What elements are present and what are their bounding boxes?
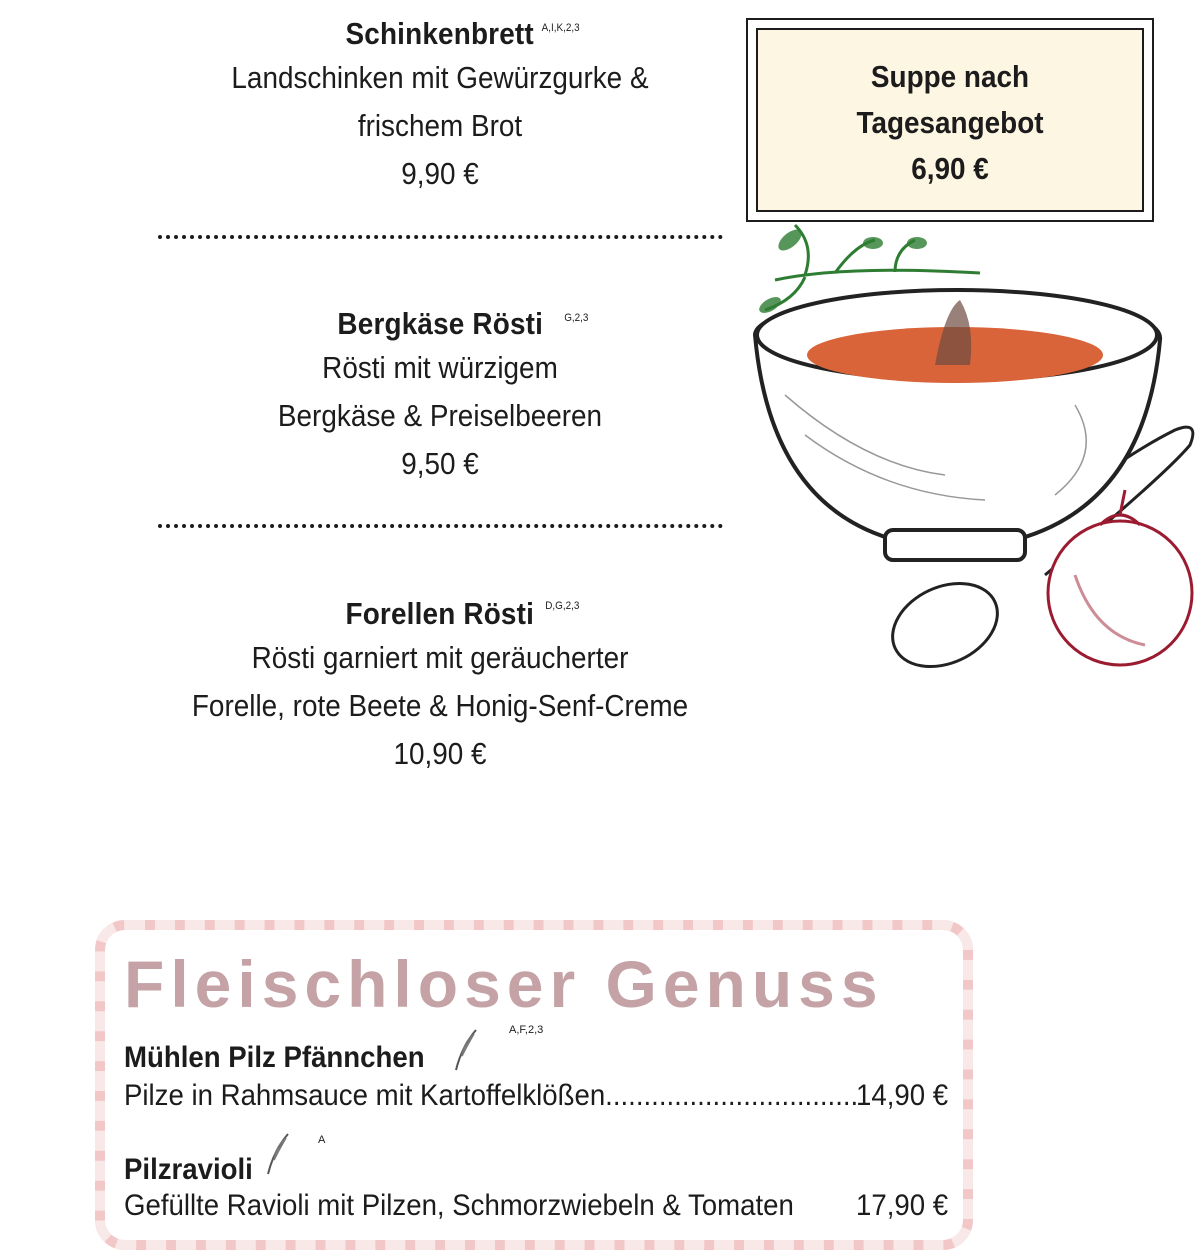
dish-name: Pilzravioli	[124, 1153, 253, 1186]
soup-price: 6,90 €	[911, 151, 989, 186]
menu-item-description-line: Forelle, rote Beete & Honig-Senf-Creme	[191, 688, 689, 723]
soup-of-the-day-box	[746, 18, 1154, 222]
menu-item-price: 9,90 €	[401, 156, 479, 191]
soup-bowl-illustration	[745, 215, 1200, 685]
dish-description: Pilze in Rahmsauce mit Kartoffelklößen.................................	[124, 1079, 859, 1112]
section-title: Fleischloser Genuss	[124, 947, 884, 1021]
menu-item-bergkaese-roesti	[150, 304, 730, 488]
menu-item-name: Schinkenbrett	[345, 16, 535, 51]
dish-pilzravioli	[124, 1134, 954, 1222]
menu-item-description-line: Rösti garniert mit geräucherter	[251, 640, 629, 675]
allergen-codes: A,I,K,2,3	[542, 22, 580, 34]
dish-price: 17,90 €	[856, 1189, 949, 1222]
menu-item-title	[337, 304, 589, 344]
dish-price: 14,90 €	[856, 1079, 949, 1112]
menu-item-schinkenbrett	[150, 14, 730, 198]
soup-box-inner	[756, 28, 1144, 212]
menu-item-price: 10,90 €	[393, 736, 487, 771]
menu-item-description-line: Landschinken mit Gewürzgurke &	[231, 60, 649, 95]
herb-leaf-icon	[264, 1130, 292, 1176]
dish-name: Mühlen Pilz Pfännchen	[124, 1041, 425, 1074]
menu-item-description-line: Bergkäse & Preiselbeeren	[277, 398, 603, 433]
dotted-divider	[158, 235, 723, 239]
dish-description: Gefüllte Ravioli mit Pilzen, Schmorzwiebeln & Tomaten	[124, 1189, 794, 1222]
menu-item-price: 9,50 €	[401, 446, 479, 481]
dotted-divider	[158, 524, 723, 528]
menu-item-title	[345, 594, 580, 634]
menu-item-forellen-roesti	[150, 594, 730, 778]
menu-item-description-line: frischem Brot	[357, 108, 523, 143]
soup-label-line: Suppe nach	[870, 59, 1030, 94]
soup-label-line: Tagesangebot	[856, 105, 1044, 140]
allergen-codes: G,2,3	[563, 312, 589, 324]
menu-item-title	[345, 14, 580, 54]
allergen-codes: A,F,2,3	[509, 1024, 544, 1036]
menu-item-description-line: Rösti mit würzigem	[322, 350, 558, 385]
dish-muehlen-pilz-pfaennchen	[124, 1024, 954, 1120]
herb-leaf-icon	[452, 1026, 480, 1072]
allergen-codes: A	[318, 1134, 326, 1146]
menu-item-name: Bergkäse Rösti	[337, 306, 543, 341]
menu-item-name: Forellen Rösti	[345, 596, 535, 631]
allergen-codes: D,G,2,3	[545, 600, 580, 612]
